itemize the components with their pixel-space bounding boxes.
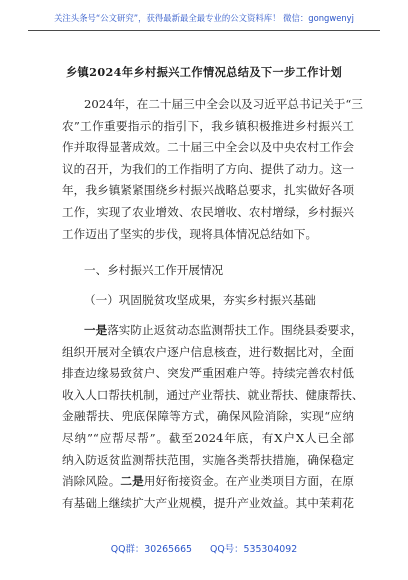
intro-line: 农”工作重要指示的指引下，我乡镇积极推进乡村振兴工 (62, 118, 354, 133)
footer-banner (0, 541, 408, 555)
body-line: 有基础上继续扩大产业规模，提升产业效益。其中茉莉花 (62, 495, 354, 510)
body-line-text: 落实防止返贫动态监测帮扶工作。围绕县委要求， (107, 323, 363, 337)
intro-line: 2024年，在二十届三中全会以及习近平总书记关于“三 (84, 97, 363, 111)
body-line: 金融帮扶、兜底保障等方式，确保风险消除，实现“应纳 (62, 409, 354, 424)
body-line: 排查边缘易致贫户、突发严重困难户等。持续完善农村低 (62, 366, 354, 381)
intro-paragraph (62, 94, 363, 245)
body-line: 尽纳”“应帮尽帮”。截至2024年底，有X户X人已全部 (62, 430, 354, 445)
intro-line: 工作迈出了坚实的步伐，现将具体情况总结如下。 (62, 226, 318, 241)
body-line: 纳入防返贫监测帮扶范围，实施各类帮扶措施，确保稳定 (62, 452, 354, 467)
document-title: 乡镇2024年乡村振兴工作情况总结及下一步工作计划 (65, 65, 343, 79)
lead-marker: 一是 (84, 323, 108, 337)
qq-number: QQ号：535304092 (210, 544, 298, 555)
body-line: 组织开展对全镇农户逐户信息核查，进行数据比对，全面 (62, 344, 354, 359)
body-line-text: 用好衔接资金。在产业类项目方面，在原 (143, 474, 354, 489)
body-line: 收入人口帮扶机制，通过产业帮扶、就业帮扶、健康帮扶、 (62, 387, 364, 402)
intro-line: 年，我乡镇紧紧围绕乡村振兴战略总要求，扎实做好各项 (62, 183, 354, 198)
header-banner: 关注头条号“公文研究”，获得最新最全最专业的公文资料库！ 微信：gongwenyj (54, 13, 354, 23)
body-line (62, 320, 363, 342)
body-line-text: 消除风险。 (62, 474, 121, 489)
header-divider (28, 30, 380, 31)
second-marker: 二是 (120, 474, 144, 489)
intro-line: 作并取得显著成效。二十届三中全会以及中央农村工作会 (62, 140, 354, 155)
body-line (62, 471, 354, 493)
body-paragraph (62, 320, 364, 514)
intro-line: 工作，实现了农业增效、农民增收、农村增绿，乡村振兴 (62, 204, 354, 219)
section-heading: 一、乡村振兴工作开展情况 (84, 263, 224, 277)
qq-group: QQ群：30265665 (110, 544, 193, 555)
intro-line: 议的召开，为我们的工作指明了方向、提供了动力。这一 (62, 161, 354, 176)
subsection-heading: （一）巩固脱贫攻坚成果，夯实乡村振兴基础 (84, 293, 316, 307)
